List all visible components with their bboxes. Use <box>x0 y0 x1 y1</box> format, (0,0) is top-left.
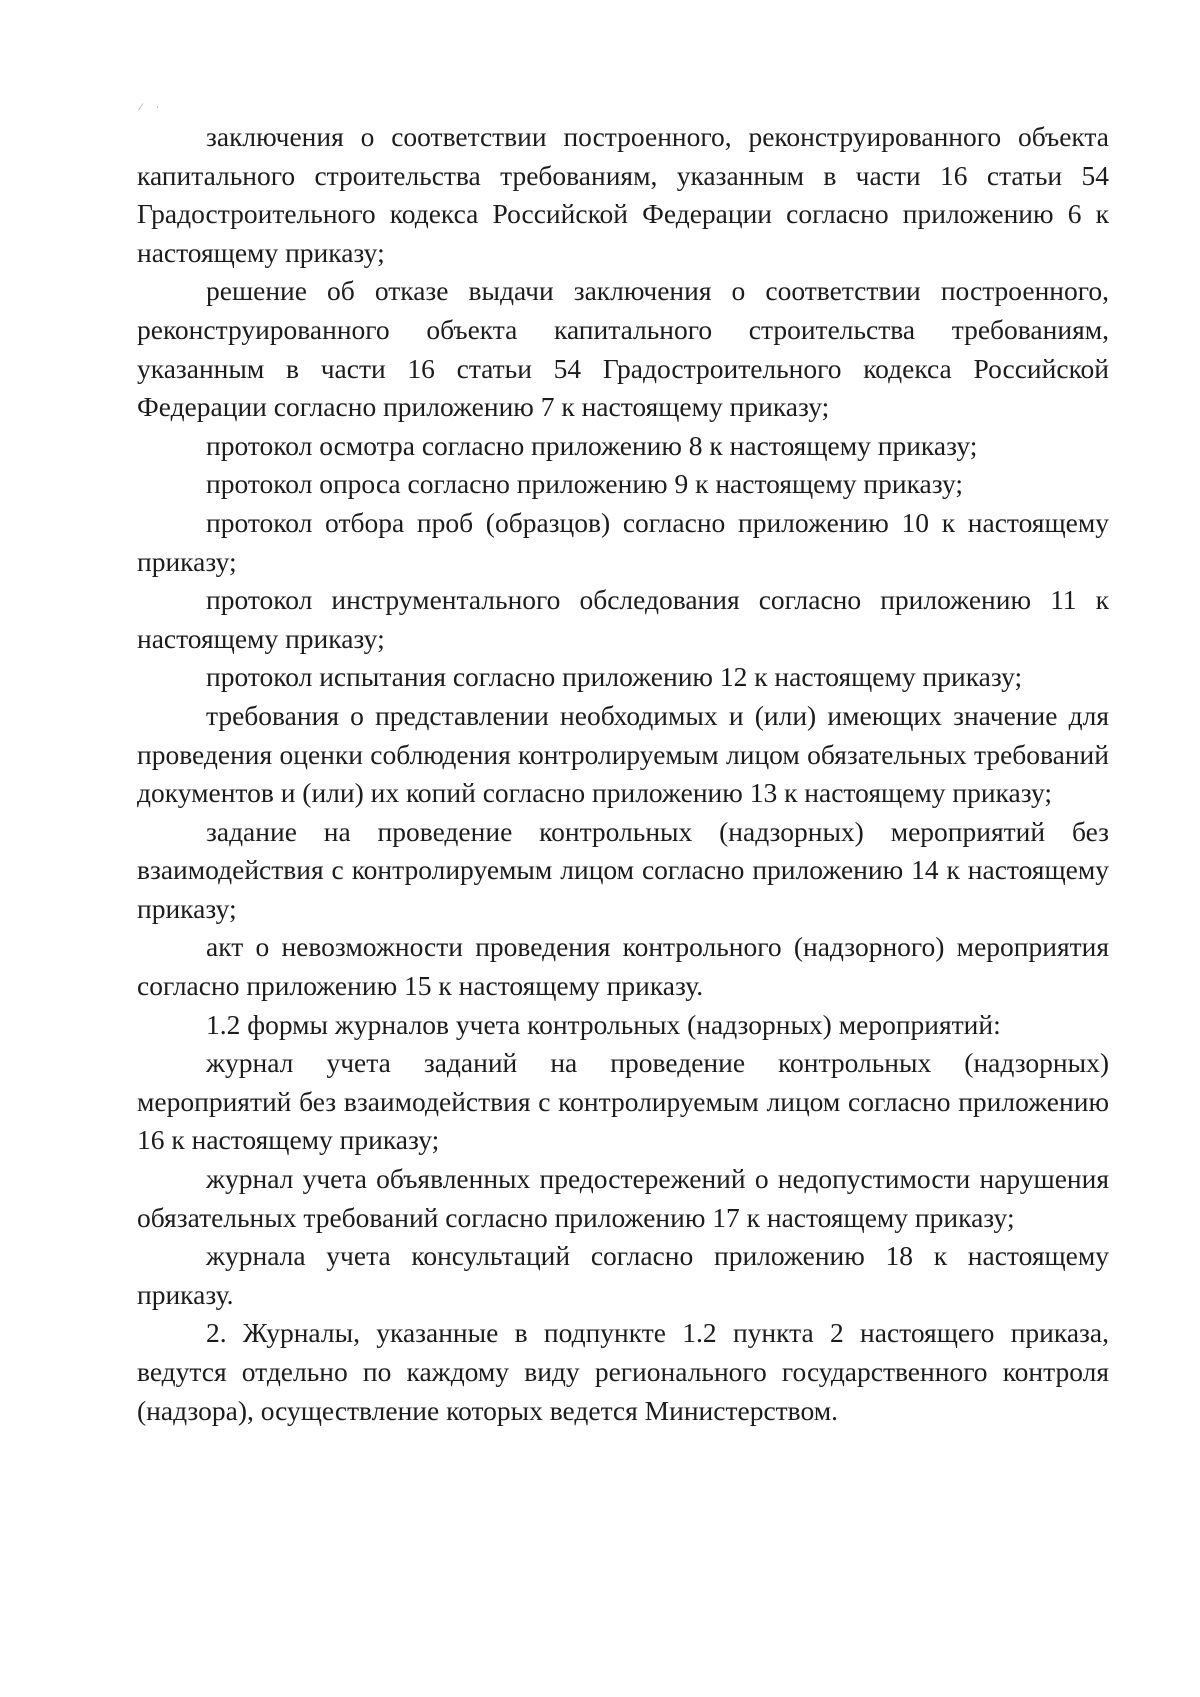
paragraph-sampling-protocol: протокол отбора проб (образцов) согласно приложению 10 к настоящему приказу; <box>137 506 1109 577</box>
paragraph-consultations-journal: журнала учета консультаций согласно приложению 18 к настоящему приказу. <box>137 1240 1109 1310</box>
paragraph-conclusion-form: заключения о соответствии построенного, реконструированного объекта капитального строительства требованиям, указанным в части 16 статьи 54 Градостроительного кодекса Российской Федерации согласно приложению 6 к настоящему приказу; <box>137 121 1109 268</box>
paragraph-refusal-decision: решение об отказе выдачи заключения о соответствии построенного, реконструированного объекта капитального строительства требованиям, указанным в части 16 статьи 54 Градостроительного кодекса Российской Федерации согласно приложению 7 к настоящему приказу; <box>137 275 1109 423</box>
paragraph-survey-protocol: протокол опроса согласно приложению 9 к настоящему приказу; <box>206 468 964 500</box>
paragraph-testing-protocol: протокол испытания согласно приложению 12 к настоящему приказу; <box>206 661 1023 693</box>
paragraph-tasks-journal: журнал учета заданий на проведение контрольных (надзорных) мероприятий без взаимодействия с контролируемым лицом согласно приложению 16 к настоящему приказу; <box>137 1047 1109 1156</box>
paragraph-journals-maintenance: 2. Журналы, указанные в подпункте 1.2 пункта 2 настоящего приказа, ведутся отдельно по каждому виду регионального государственного контроля (надзора), осуществление которых ведется Министерством. <box>137 1317 1109 1426</box>
paragraph-warnings-journal: журнал учета объявленных предостережений о недопустимости нарушения обязательных требований согласно приложению 17 к настоящему приказу; <box>137 1163 1109 1233</box>
paragraph-impossibility-act: акт о невозможности проведения контрольного (надзорного) мероприятия согласно приложению 15 к настоящему приказу. <box>137 931 1109 1002</box>
paragraph-instrumental-protocol: протокол инструментального обследования согласно приложению 11 к настоящему приказу; <box>137 584 1109 654</box>
paragraph-inspection-protocol: протокол осмотра согласно приложению 8 к настоящему приказу; <box>206 429 978 461</box>
paragraph-documents-request: требования о представлении необходимых и (или) имеющих значение для проведения оценки соблюдения контролируемым лицом обязательных требований документов и (или) их копий согласно приложению 13 к настоящему приказу; <box>137 699 1109 809</box>
paragraph-journal-forms-heading: 1.2 формы журналов учета контрольных (надзорных) мероприятий: <box>206 1008 1001 1040</box>
paragraph-task-form: задание на проведение контрольных (надзорных) мероприятий без взаимодействия с контролируемым лицом согласно приложению 14 к настоящему приказу; <box>137 815 1109 924</box>
document-page <box>137 118 1109 1430</box>
scan-artifact-mark: ⁄ ⸱ <box>140 103 165 113</box>
